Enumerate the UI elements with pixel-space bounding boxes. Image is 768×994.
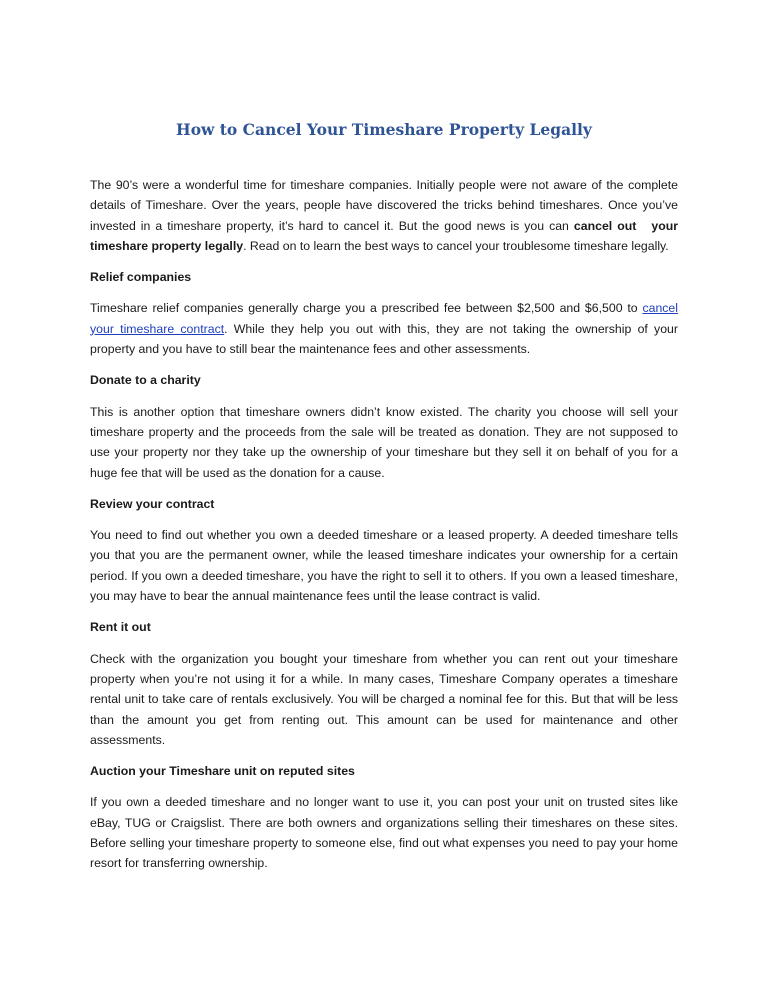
intro-text-end: . Read on to learn the best ways to cancel your troublesome timeshare legally.: [243, 238, 669, 253]
section-heading-donate: Donate to a charity: [90, 373, 201, 388]
section-heading-rent: Rent it out: [90, 620, 151, 635]
relief-text-start: Timeshare relief companies generally charge you a prescribed fee between $2,500 and $6,500 to: [90, 301, 643, 316]
intro-text-start: The 90’s were a wonderful time for timeshare companies. Initially people were not aware of the complete details of Timeshare. Over the years, people have discovered the tricks behind timeshares. Once you’ve invested in a timeshare property, it’s hard to cancel it. But the good news is you can: [90, 178, 678, 233]
section-heading-relief: Relief companies: [90, 270, 192, 285]
section-paragraph-review: You need to find out whether you own a deeded timeshare or a leased property. A deeded timeshare tells you that you are the permanent owner, while the leased timeshare indicates your ownership for a certain period. If you own a deeded timeshare, you have the right to sell it to others. If you own a leased timeshare, you may have to bear the annual maintenance fees until the lease contract is valid.: [90, 528, 678, 604]
intro-paragraph: [90, 175, 678, 256]
section-paragraph-donate: This is another option that timeshare owners didn’t know existed. The charity you choose will sell your timeshare property and the proceeds from the sale will be treated as donation. They are not supposed to use your property nor they take up the ownership of your timeshare but they sell it on behalf of you for a huge fee that will be used as the donation for a cause.: [90, 404, 678, 480]
section-paragraph-auction: If you own a deeded timeshare and no longer want to use it, you can post your unit on trusted sites like eBay, TUG or Craigslist. There are both owners and organizations selling their timeshares on these sites. Before selling your timeshare property to someone else, find out what expenses you need to pay your home resort for transferring ownership.: [90, 795, 678, 871]
section-heading-review: Review your contract: [90, 496, 215, 511]
section-heading-auction: Auction your Timeshare unit on reputed sites: [90, 764, 355, 779]
document-body: [90, 175, 678, 885]
cancel-contract-link[interactable]: cancel your timeshare contract: [90, 301, 678, 336]
section-paragraph-rent: Check with the organization you bought your timeshare from whether you can rent out your timeshare property when you’re not using it for a while. In many cases, Timeshare Company operates a timeshare rental unit to take care of rentals exclusively. You will be charged a nominal fee for this. But that will be less than the amount you get from renting out. This amount can be used for maintenance and other assessments.: [90, 651, 678, 747]
document-title: How to Cancel Your Timeshare Property Legally: [176, 120, 592, 139]
relief-text-end: . While they help you out with this, they are not taking the ownership of your property and you have to still bear the maintenance fees and other assessments.: [90, 321, 678, 357]
section-paragraph-relief: [90, 298, 678, 359]
intro-bold-phrase: cancel out your timeshare property legally: [90, 218, 679, 253]
